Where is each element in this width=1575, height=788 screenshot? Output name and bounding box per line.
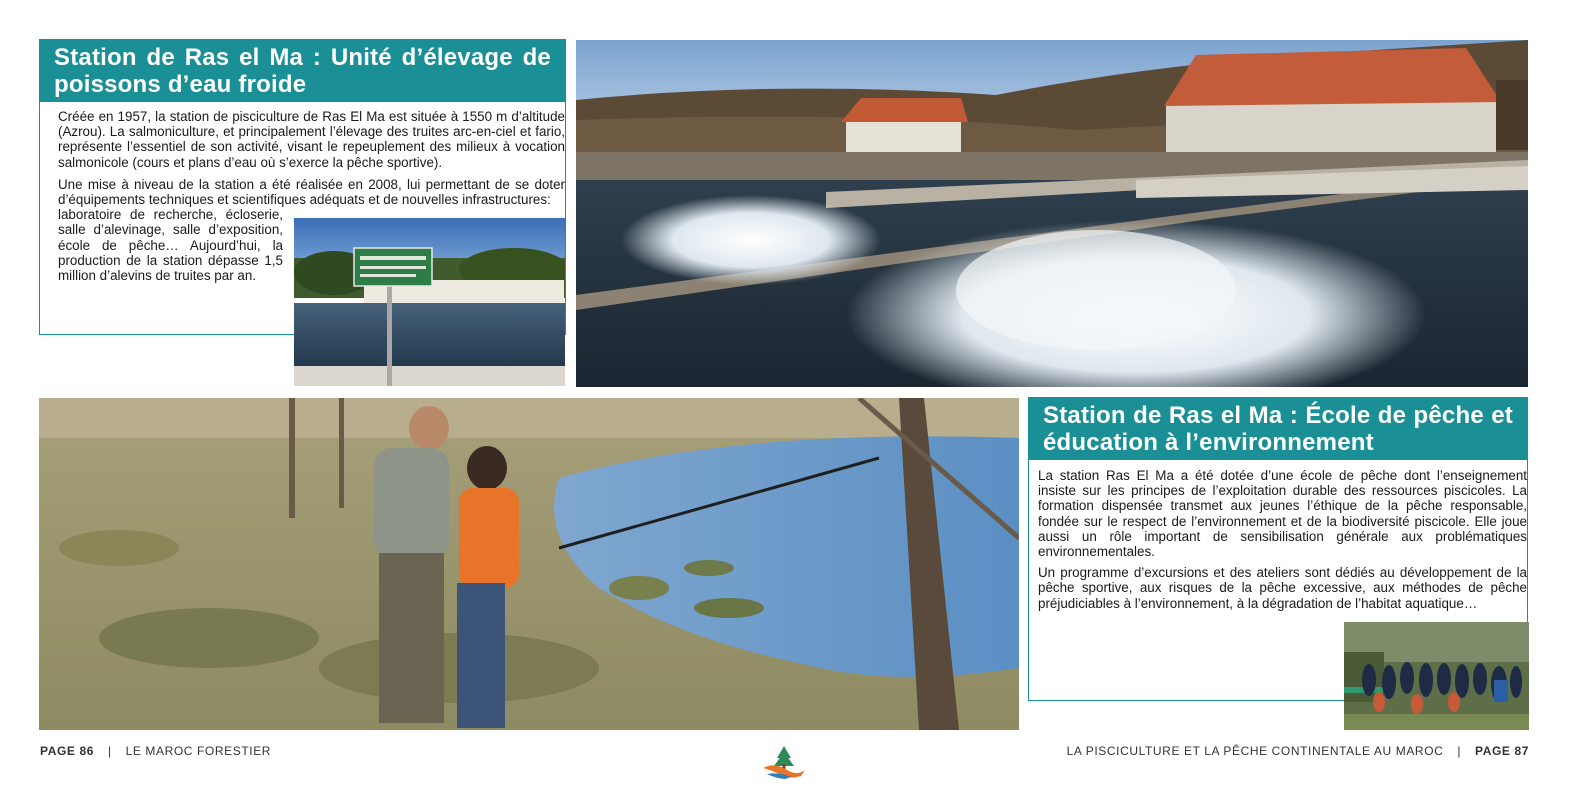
publication-title: LE MAROC FORESTIER xyxy=(125,744,272,758)
footer-separator-right: | xyxy=(1457,744,1462,758)
intro-paragraph-2: Une mise à niveau de la station a été réalisée en 2008, lui permettant de se doter d’équipements techniques et scientifiques adéquats et de nouvelles infrastructures: xyxy=(58,176,565,208)
publication-logo-icon xyxy=(761,744,807,780)
page-number-right: PAGE 87 xyxy=(1475,744,1529,758)
aerated-ponds-photo xyxy=(576,40,1528,387)
footer-right xyxy=(1067,744,1529,758)
section-title-fish-farming: Station de Ras el Ma : Unité d’élevage de poissons d’eau froide xyxy=(40,40,565,102)
intro-paragraph-1: Créée en 1957, la station de pisciculture de Ras El Ma est située à 1550 m d’altitude (Azrou). La salmoniculture, et principalement l’élevage des truites arc-en-ciel et fario, représente l’essentiel de son activité, visant le repeuplement des milieux à vocation salmonicole (cours et plans d’eau où s’exerce la pêche sportive). xyxy=(58,109,565,170)
fishing-lesson-photo xyxy=(39,398,1019,730)
intro-paragraph-3: laboratoire de recherche, écloserie, salle d’alevinage, salle d’exposition, école de pêche… Aujourd’hui, la production de la station dépasse 1,5 million d’alevins de truites par an. xyxy=(58,207,283,284)
chapter-title: LA PISCICULTURE ET LA PÊCHE CONTINENTALE AU MAROC xyxy=(1066,744,1444,758)
school-paragraph-1: La station Ras El Ma a été dotée d’une école de pêche dont l’enseignement insiste sur les principes de l’exploitation durable des ressources piscicoles. La formation dispensée transmet aux jeunes l’éthique de la pêche responsable, fondée sur le respect de l’environnement et de la biodiversité piscicole. Elle joue aussi un rôle important de sensibilisation générale aux problématiques environnementales. xyxy=(1038,468,1527,560)
footer-separator-left: | xyxy=(107,744,112,758)
page-number-left: PAGE 86 xyxy=(40,744,94,758)
section-title-fishing-school: Station de Ras el Ma : École de pêche et éducation à l’environnement xyxy=(1029,398,1527,460)
footer-left xyxy=(40,744,271,758)
school-paragraph-2: Un programme d’excursions et des ateliers sont dédiés au développement de la pêche sportive, aux risques de la pêche excessive, aux méthodes de pêche préjudiciables à l’environnement, à la dégradation de l’habitat aquatique… xyxy=(1038,565,1527,611)
group-photo xyxy=(1344,622,1529,730)
station-sign-photo xyxy=(294,218,565,386)
